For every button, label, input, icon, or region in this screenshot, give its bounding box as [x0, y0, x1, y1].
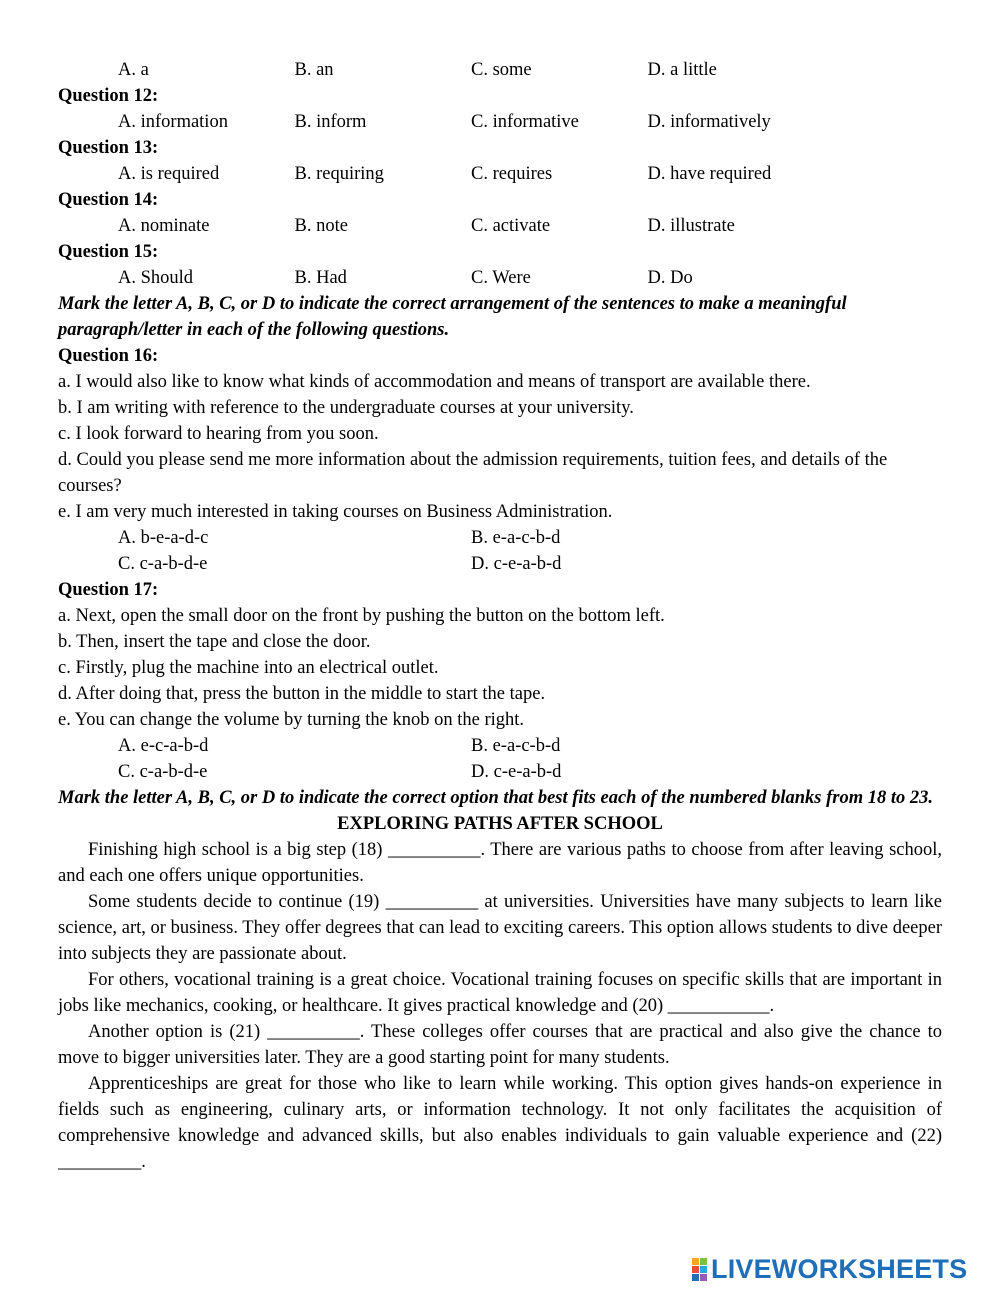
q12-option-c[interactable]: C. informative — [471, 112, 579, 132]
q12-option-a[interactable]: A. information — [118, 112, 228, 132]
q14-option-d[interactable]: D. illustrate — [647, 216, 735, 236]
q14-options — [58, 213, 942, 239]
q16-option-c[interactable]: C. c-a-b-d-e — [118, 554, 208, 574]
q16-sentence-e: e. I am very much interested in taking courses on Business Administration. — [58, 502, 613, 522]
q11-option-d[interactable]: D. a little — [647, 60, 717, 80]
q14-option-a[interactable]: A. nominate — [118, 216, 210, 236]
liveworksheets-logo[interactable] — [692, 1254, 967, 1284]
passage-paragraph-2: Some students decide to continue (19) __________ at universities. Universities have many subjects to learn like science, art, or business. They offer degrees that can lead to exciting careers. This option allows students to dive deeper into subjects they are passionate about. — [58, 892, 942, 964]
passage-paragraph-1: Finishing high school is a big step (18) __________. There are various paths to choose from after leaving school, and each one offers unique opportunities. — [58, 840, 942, 886]
q14-option-b[interactable]: B. note — [294, 216, 348, 236]
q15-option-b[interactable]: B. Had — [294, 268, 347, 288]
q16-option-d[interactable]: D. c-e-a-b-d — [471, 554, 562, 574]
passage-paragraph-3: For others, vocational training is a great choice. Vocational training focuses on specific skills that are important in jobs like mechanics, cooking, or healthcare. It gives practical knowledge and (20) ___________. — [58, 970, 942, 1016]
q16-sentence-a: a. I would also like to know what kinds of accommodation and means of transport are available there. — [58, 372, 811, 392]
q11-option-c[interactable]: C. some — [471, 60, 532, 80]
q13-option-b[interactable]: B. requiring — [294, 164, 384, 184]
passage-paragraph-4: Another option is (21) __________. These colleges offer courses that are practical and also give the chance to move to bigger universities later. They are a good starting point for many students. — [58, 1022, 942, 1068]
q17-sentence-c: c. Firstly, plug the machine into an electrical outlet. — [58, 658, 439, 678]
q15-option-d[interactable]: D. Do — [647, 268, 693, 288]
q15-label: Question 15: — [58, 242, 159, 262]
q17-sentence-b: b. Then, insert the tape and close the door. — [58, 632, 371, 652]
q16-options-row-2 — [58, 551, 942, 577]
q11-option-b[interactable]: B. an — [294, 60, 334, 80]
passage-title: EXPLORING PATHS AFTER SCHOOL — [337, 814, 663, 834]
q16-sentence-b: b. I am writing with reference to the undergraduate courses at your university. — [58, 398, 634, 418]
q16-option-b[interactable]: B. e-a-c-b-d — [471, 528, 561, 548]
q17-sentence-d: d. After doing that, press the button in the middle to start the tape. — [58, 684, 546, 704]
q17-sentence-e: e. You can change the volume by turning the knob on the right. — [58, 710, 525, 730]
passage-paragraph-5: Apprenticeships are great for those who like to learn while working. This option gives hands-on experience in fields such as engineering, culinary arts, or information technology. It not only facilitates the acquisition of comprehensive knowledge and advanced skills, but also enables individuals to gain valuable experience and (22) _________. — [58, 1074, 942, 1172]
q13-options — [58, 161, 942, 187]
q17-options-row-1 — [58, 733, 942, 759]
q11-options — [58, 57, 942, 83]
q15-options — [58, 265, 942, 291]
q17-sentence-a: a. Next, open the small door on the front by pushing the button on the bottom left. — [58, 606, 665, 626]
q12-option-b[interactable]: B. inform — [294, 112, 367, 132]
q13-option-a[interactable]: A. is required — [118, 164, 220, 184]
instruction-arrangement: Mark the letter A, B, C, or D to indicate the correct arrangement of the sentences to make a meaningful paragraph/letter in each of the following questions. — [58, 294, 847, 340]
q17-option-d[interactable]: D. c-e-a-b-d — [471, 762, 562, 782]
liveworksheets-logo-icon — [692, 1258, 707, 1281]
q17-label: Question 17: — [58, 580, 159, 600]
q15-option-c[interactable]: C. Were — [471, 268, 531, 288]
q17-option-c[interactable]: C. c-a-b-d-e — [118, 762, 208, 782]
q13-option-d[interactable]: D. have required — [647, 164, 772, 184]
q13-label: Question 13: — [58, 138, 159, 158]
q17-option-a[interactable]: A. e-c-a-b-d — [118, 736, 209, 756]
q12-label: Question 12: — [58, 86, 159, 106]
q17-options-row-2 — [58, 759, 942, 785]
q16-label: Question 16: — [58, 346, 159, 366]
worksheet-page — [58, 57, 942, 1175]
q14-option-c[interactable]: C. activate — [471, 216, 551, 236]
q13-option-c[interactable]: C. requires — [471, 164, 553, 184]
q15-option-a[interactable]: A. Should — [118, 268, 194, 288]
q16-sentence-d: d. Could you please send me more information about the admission requirements, tuition fees, and details of the courses? — [58, 450, 888, 496]
q11-option-a[interactable]: A. a — [118, 60, 149, 80]
q16-options-row-1 — [58, 525, 942, 551]
q14-label: Question 14: — [58, 190, 159, 210]
liveworksheets-logo-text: LIVEWORKSHEETS — [711, 1253, 968, 1284]
instruction-blanks: Mark the letter A, B, C, or D to indicate the correct option that best fits each of the numbered blanks from 18 to 23. — [58, 788, 934, 808]
q17-option-b[interactable]: B. e-a-c-b-d — [471, 736, 561, 756]
q12-options — [58, 109, 942, 135]
q12-option-d[interactable]: D. informatively — [647, 112, 771, 132]
q16-option-a[interactable]: A. b-e-a-d-c — [118, 528, 209, 548]
q16-sentence-c: c. I look forward to hearing from you soon. — [58, 424, 379, 444]
